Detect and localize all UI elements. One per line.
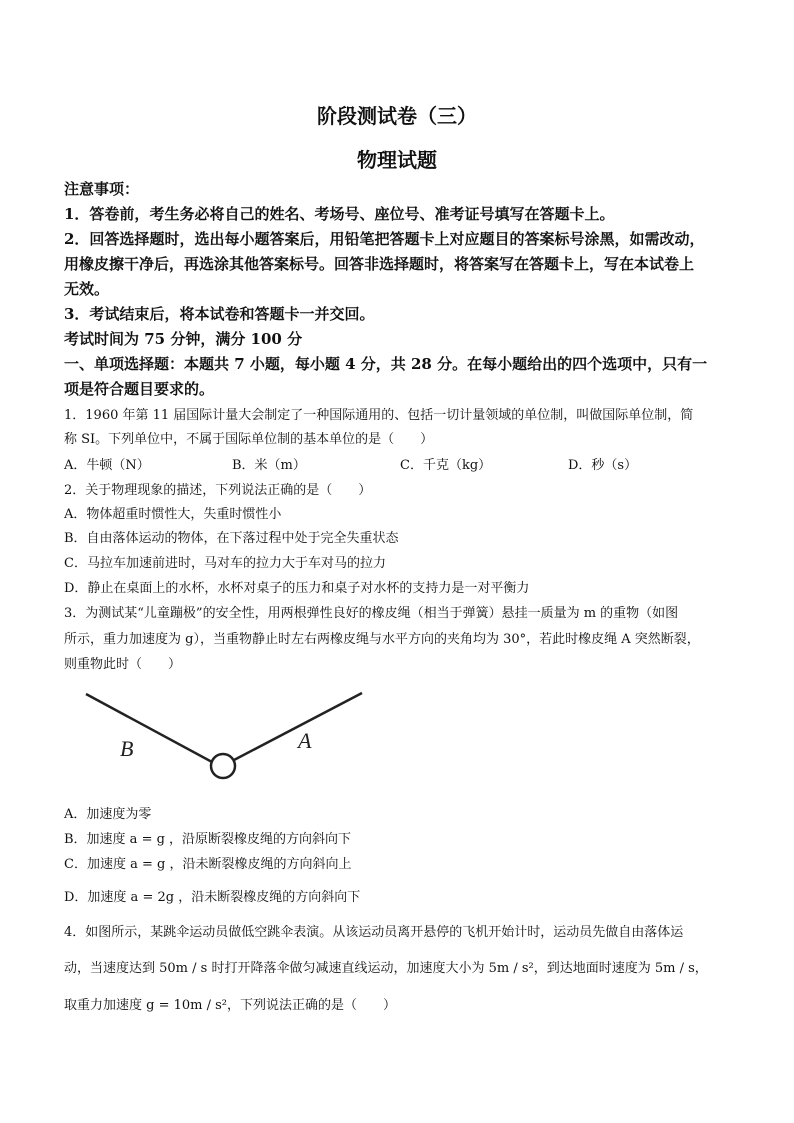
exam-subtitle: 物理试题	[357, 148, 437, 172]
q1-option-d: D．秒（s）	[568, 458, 638, 473]
q3-option-a: A．加速度为零	[64, 807, 152, 822]
notice-heading: 注意事项：	[64, 180, 140, 198]
notice-item-2-line-2: 用橡皮擦干净后，再选涂其他答案标号。回答非选择题时，将答案写在答题卡上，写在本试卷上	[64, 255, 695, 273]
q1-option-c: C．千克（kg）	[400, 458, 492, 473]
q3-stem-line-3: 则重物此时（ ）	[64, 657, 182, 672]
q4-stem-line-2: 动，当速度达到 50m / s 时打开降落伞做匀减速直线运动，加速度大小为 5m / s²，到达地面时速度为 5m / s，	[64, 961, 708, 976]
q3-stem-line-2: 所示，重力加速度为 g），当重物静止时左右两橡皮绳与水平方向的夹角均为 30°，若此时橡皮绳 A 突然断裂，	[64, 632, 700, 647]
section-1-line-2: 项是符合题目要求的。	[64, 380, 215, 398]
exam-time: 考试时间为 75 分钟，满分 100 分	[64, 330, 303, 348]
notice-item-1: 1．答卷前，考生务必将自己的姓名、考场号、座位号、准考证号填写在答题卡上。	[64, 205, 615, 223]
exam-title: 阶段测试卷（三）	[317, 104, 477, 128]
rubber-band-b	[86, 694, 212, 762]
section-1-line-1: 一、单项选择题：本题共 7 小题，每小题 4 分，共 28 分。在每小题给出的四个选项中，只有一	[64, 355, 708, 373]
q2-option-d: D．静止在桌面上的水杯，水杯对桌子的压力和桌子对水杯的支持力是一对平衡力	[64, 581, 530, 596]
q1-option-b: B．米（m）	[232, 458, 306, 473]
notice-item-2-line-3: 无效。	[64, 280, 110, 298]
q4-stem-line-3: 取重力加速度 g = 10m / s²，下列说法正确的是（ ）	[64, 998, 397, 1013]
q3-option-b: B．加速度 a = g ，沿原断裂橡皮绳的方向斜向下	[64, 832, 352, 847]
q2-stem: 2．关于物理现象的描述，下列说法正确的是（ ）	[64, 483, 372, 498]
q3-stem-line-1: 3．为测试某“儿童蹦极”的安全性，用两根弹性良好的橡皮绳（相当于弹簧）悬挂一质量为 m 的重物（如图	[64, 606, 679, 621]
q3-option-c: C．加速度 a = g ，沿未断裂橡皮绳的方向斜向上	[64, 857, 352, 872]
q3-rubber-band-figure	[80, 686, 370, 782]
hanging-weight	[211, 754, 235, 778]
q4-stem-line-1: 4．如图所示，某跳伞运动员做低空跳伞表演。从该运动员离开悬停的飞机开始计时，运动员先做自由落体运	[64, 925, 684, 940]
notice-item-2-line-1: 2．回答选择题时，选出每小题答案后，用铅笔把答题卡上对应题目的答案标号涂黑，如需改动，	[64, 230, 705, 248]
q1-option-a: A．牛顿（N）	[64, 458, 150, 473]
label-a: A	[298, 728, 312, 753]
label-b: B	[120, 736, 134, 761]
q2-option-a: A．物体超重时惯性大，失重时惯性小	[64, 507, 282, 522]
q2-option-b: B．自由落体运动的物体，在下落过程中处于完全失重状态	[64, 531, 399, 546]
q2-option-c: C．马拉车加速前进时，马对车的拉力大于车对马的拉力	[64, 556, 386, 571]
q1-stem-line-1: 1．1960 年第 11 届国际计量大会制定了一种国际通用的、包括一切计量领域的单位制，叫做国际单位制，简	[64, 408, 694, 423]
q1-stem-line-2: 称 SI。下列单位中，不属于国际单位制的基本单位的是（ ）	[64, 432, 434, 447]
notice-item-3: 3．考试结束后，将本试卷和答题卡一并交回。	[64, 305, 375, 323]
q3-option-d: D．加速度 a = 2g ，沿未断裂橡皮绳的方向斜向下	[64, 890, 361, 905]
